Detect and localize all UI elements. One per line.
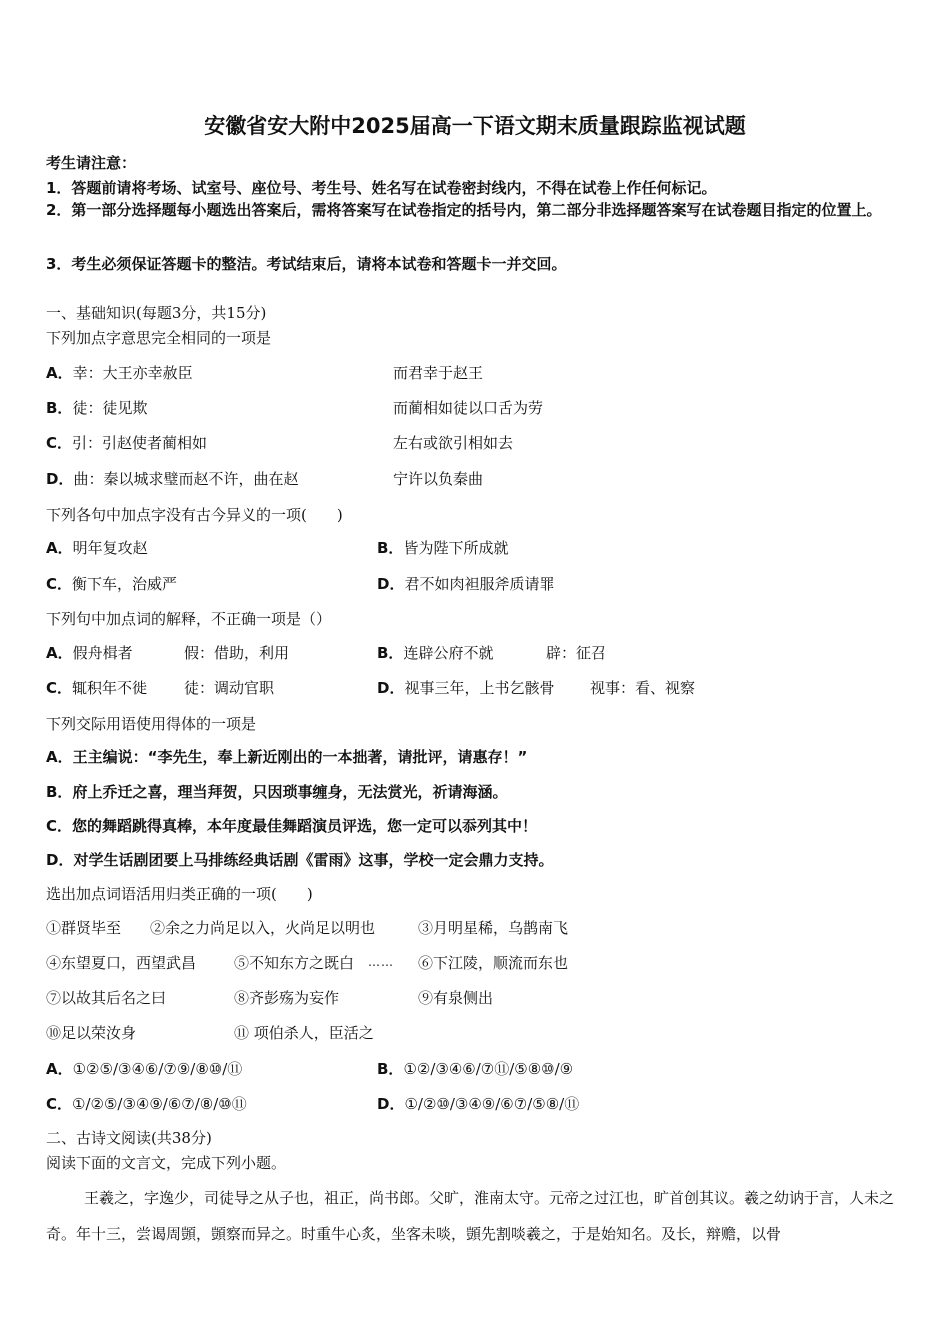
q5-item: ②余之力尚足以入，火尚足以明也 bbox=[150, 919, 376, 937]
q1-stem: 下列加点字意思完全相同的一项是 bbox=[46, 329, 272, 347]
q5-item: ⑨有泉侧出 bbox=[418, 989, 494, 1007]
option-left-text: 曲：秦以城求璧而赵不许，曲在赵 bbox=[73, 470, 299, 488]
q5-option-b[interactable] bbox=[377, 1058, 573, 1079]
option-text: 您的舞蹈跳得真棒，本年度最佳舞蹈演员评选，您一定可以忝列其中！ bbox=[72, 817, 538, 835]
q3-option-b[interactable] bbox=[377, 642, 493, 663]
option-label: B． bbox=[377, 539, 404, 557]
q4-option-c[interactable] bbox=[46, 815, 537, 836]
q5-item: ①群贤毕至 bbox=[46, 919, 122, 937]
q4-option-b[interactable] bbox=[46, 781, 507, 802]
option-text: 明年复攻赵 bbox=[72, 539, 148, 557]
option-text: ①/②⑤/③④⑨/⑥⑦/⑧/⑩⑪ bbox=[72, 1095, 247, 1113]
option-label: A． bbox=[46, 364, 73, 382]
note-item-3: 3．考生必须保证答题卡的整洁。考试结束后，请将本试卷和答题卡一并交回。 bbox=[46, 255, 567, 273]
option-label: B． bbox=[46, 399, 73, 417]
q5-item: ⑩足以荣汝身 bbox=[46, 1024, 137, 1042]
option-label: A． bbox=[46, 1060, 73, 1078]
q4-option-d[interactable] bbox=[46, 849, 553, 870]
q3-option-c-gloss: 徒：调动官职 bbox=[184, 679, 275, 697]
q5-item: ⑥下江陵，顺流而东也 bbox=[418, 954, 569, 972]
q3-option-a-gloss: 假：借助，利用 bbox=[184, 644, 290, 662]
option-text: ①②/③④⑥/⑦⑪/⑤⑧⑩/⑨ bbox=[403, 1060, 574, 1078]
q3-option-c[interactable] bbox=[46, 677, 147, 698]
option-label: C． bbox=[46, 575, 73, 593]
q2-option-c[interactable] bbox=[46, 573, 177, 594]
option-label: D． bbox=[46, 470, 74, 488]
option-left-text: 幸：大王亦幸赦臣 bbox=[72, 364, 193, 382]
q5-item: ⑤不知东方之既白 bbox=[234, 954, 355, 972]
q3-option-d[interactable] bbox=[377, 677, 554, 698]
q2-option-b[interactable] bbox=[377, 537, 508, 558]
q4-stem: 下列交际用语使用得体的一项是 bbox=[46, 715, 257, 733]
option-label: D． bbox=[377, 1095, 405, 1113]
option-text: 皆为陛下所成就 bbox=[403, 539, 509, 557]
q5-option-d[interactable] bbox=[377, 1093, 579, 1114]
q1-option-b[interactable] bbox=[46, 397, 147, 418]
q5-item: ④东望夏口，西望武昌 bbox=[46, 954, 197, 972]
classical-passage: 王羲之，字逸少，司徒导之从子也，祖正，尚书郎。父旷，淮南太守。元帝之过江也，旷首创其议。羲之幼讷于言，人未之奇。年十三，尝谒周顗，顗察而异之。时重牛心炙，坐客未啖，顗先割啖羲之，于是始知名。及长，辩赡，以骨 bbox=[46, 1189, 895, 1243]
q3-stem: 下列句中加点词的解释，不正确一项是（） bbox=[46, 610, 332, 628]
q1-option-d-right: 宁许以负秦曲 bbox=[393, 470, 484, 488]
option-text: 辄积年不徙 bbox=[72, 679, 148, 697]
q5-item: ⑧齐彭殇为妄作 bbox=[234, 989, 340, 1007]
option-text: 对学生话剧团要上马排练经典话剧《雷雨》这事，学校一定会鼎力支持。 bbox=[73, 851, 554, 869]
option-label: B． bbox=[377, 644, 404, 662]
option-label: A． bbox=[46, 539, 73, 557]
option-text: 衡下车，治威严 bbox=[72, 575, 178, 593]
option-label: A． bbox=[46, 644, 73, 662]
section2-heading: 二、古诗文阅读(共38分) bbox=[46, 1129, 212, 1147]
q2-option-a[interactable] bbox=[46, 537, 148, 558]
option-label: D． bbox=[46, 851, 74, 869]
option-text: ①/②⑩/③④⑨/⑥⑦/⑤⑧/⑪ bbox=[404, 1095, 580, 1113]
q2-option-d[interactable] bbox=[377, 573, 554, 594]
option-left-text: 引：引赵使者蔺相如 bbox=[72, 434, 208, 452]
q1-option-a-right: 而君幸于赵王 bbox=[393, 364, 484, 382]
q1-option-d[interactable] bbox=[46, 468, 298, 489]
q1-option-a[interactable] bbox=[46, 362, 193, 383]
q5-item: ⑪ 项伯杀人，臣活之 bbox=[234, 1024, 374, 1042]
q1-option-c-right: 左右或欲引相如去 bbox=[393, 434, 514, 452]
option-label: A． bbox=[46, 748, 73, 766]
option-label: C． bbox=[46, 434, 73, 452]
q2-stem: 下列各句中加点字没有古今异义的一项( ) bbox=[46, 506, 343, 524]
notes-heading: 考生请注意： bbox=[46, 154, 137, 172]
option-label: C． bbox=[46, 679, 73, 697]
q5-option-a[interactable] bbox=[46, 1058, 242, 1079]
option-text: 视事三年，上书乞骸骨 bbox=[404, 679, 555, 697]
option-label: D． bbox=[377, 679, 405, 697]
q3-option-a[interactable] bbox=[46, 642, 133, 663]
q4-option-a[interactable] bbox=[46, 746, 527, 767]
option-label: B． bbox=[46, 783, 73, 801]
option-left-text: 徒：徒见欺 bbox=[72, 399, 148, 417]
q3-option-d-gloss: 视事：看、视察 bbox=[590, 679, 696, 697]
option-label: C． bbox=[46, 817, 73, 835]
section2-intro: 阅读下面的文言文，完成下列小题。 bbox=[46, 1154, 287, 1172]
option-text: ①②⑤/③④⑥/⑦⑨/⑧⑩/⑪ bbox=[72, 1060, 243, 1078]
note-item-2: 2．第一部分选择题每小题选出答案后，需将答案写在试卷指定的括号内，第二部分非选择题答案写在试卷题目指定的位置上。 bbox=[46, 201, 882, 219]
option-text: 假舟楫者 bbox=[72, 644, 133, 662]
page-title: 安徽省安大附中2025届高一下语文期末质量跟踪监视试题 bbox=[204, 114, 746, 138]
q1-option-c[interactable] bbox=[46, 432, 207, 453]
option-text: 君不如肉袒服斧质请罪 bbox=[404, 575, 555, 593]
q3-option-b-gloss: 辟：征召 bbox=[546, 644, 607, 662]
q5-item: ⑦以故其后名之曰 bbox=[46, 989, 167, 1007]
emphasis-dots: …… bbox=[368, 955, 394, 969]
section1-heading: 一、基础知识(每题3分，共15分) bbox=[46, 304, 267, 322]
option-label: D． bbox=[377, 575, 405, 593]
option-text: 连辟公府不就 bbox=[403, 644, 494, 662]
option-label: C． bbox=[46, 1095, 73, 1113]
q5-option-c[interactable] bbox=[46, 1093, 247, 1114]
q1-option-b-right: 而蔺相如徒以口舌为劳 bbox=[393, 399, 544, 417]
note-item-1: 1．答题前请将考场、试室号、座位号、考生号、姓名写在试卷密封线内，不得在试卷上作任何标记。 bbox=[46, 179, 717, 197]
option-text: 府上乔迁之喜，理当拜贺，只因琐事缠身，无法赏光，祈请海涵。 bbox=[72, 783, 508, 801]
q5-item: ③月明星稀，乌鹊南飞 bbox=[418, 919, 569, 937]
option-label: B． bbox=[377, 1060, 404, 1078]
option-text: 王主编说：“李先生，奉上新近刚出的一本拙著，请批评，请惠存！” bbox=[72, 748, 528, 766]
q5-stem: 选出加点词语活用归类正确的一项( ) bbox=[46, 885, 313, 903]
